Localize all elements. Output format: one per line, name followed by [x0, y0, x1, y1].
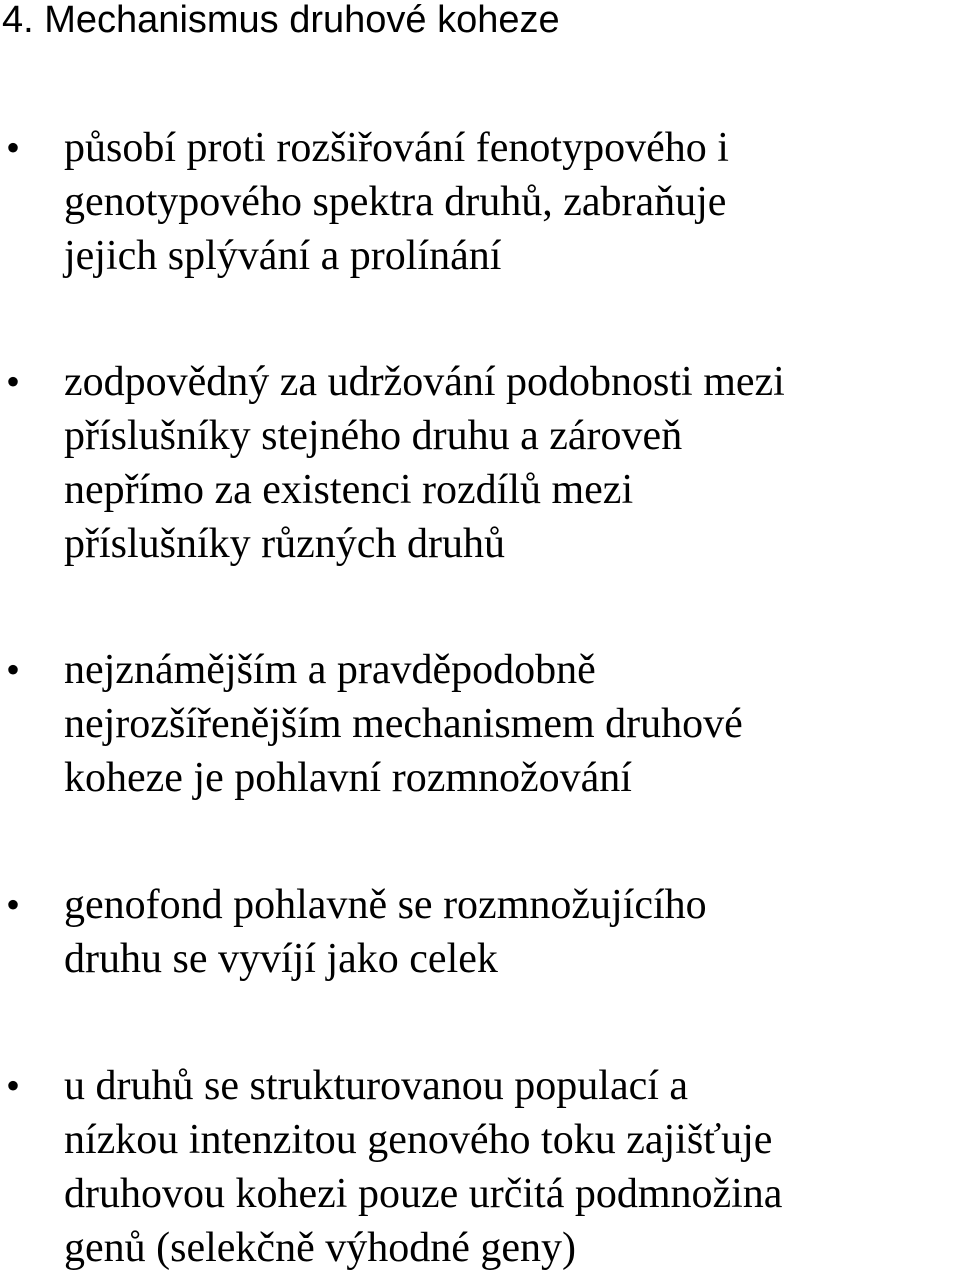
bullet-line: genotypového spektra druhů, zabraňuje	[64, 179, 727, 225]
bullet-line: druhu se vyvíjí jako celek	[64, 936, 498, 982]
bullet-line: nejrozšířenějším mechanismem druhové	[64, 701, 743, 747]
page-title: 4. Mechanismus druhové koheze	[2, 0, 560, 41]
bullet-line: nejznámějším a pravděpodobně	[64, 647, 596, 693]
bullet-line: zodpovědný za udržování podobnosti mezi	[64, 359, 785, 405]
bullet-marker: •	[6, 1063, 21, 1108]
bullet-line: nepřímo za existenci rozdílů mezi	[64, 467, 634, 513]
bullet-line: nízkou intenzitou genového toku zajišťuje	[64, 1117, 773, 1163]
bullet-line: příslušníky stejného druhu a zároveň	[64, 413, 683, 459]
bullet-line: genofond pohlavně se rozmnožujícího	[64, 882, 707, 928]
bullet-line: genů (selekčně výhodné geny)	[64, 1225, 576, 1271]
bullet-marker: •	[6, 359, 21, 404]
bullet-marker: •	[6, 882, 21, 927]
bullet-line: působí proti rozšiřování fenotypového i	[64, 125, 729, 171]
bullet-line: příslušníky různých druhů	[64, 521, 505, 567]
bullet-line: u druhů se strukturovanou populací a	[64, 1063, 689, 1109]
bullet-line: jejich splývání a prolínání	[64, 233, 502, 279]
bullet-marker: •	[6, 125, 21, 170]
bullet-marker: •	[6, 647, 21, 692]
bullet-line: druhovou kohezi pouze určitá podmnožina	[64, 1171, 783, 1217]
bullet-line: koheze je pohlavní rozmnožování	[64, 755, 632, 801]
